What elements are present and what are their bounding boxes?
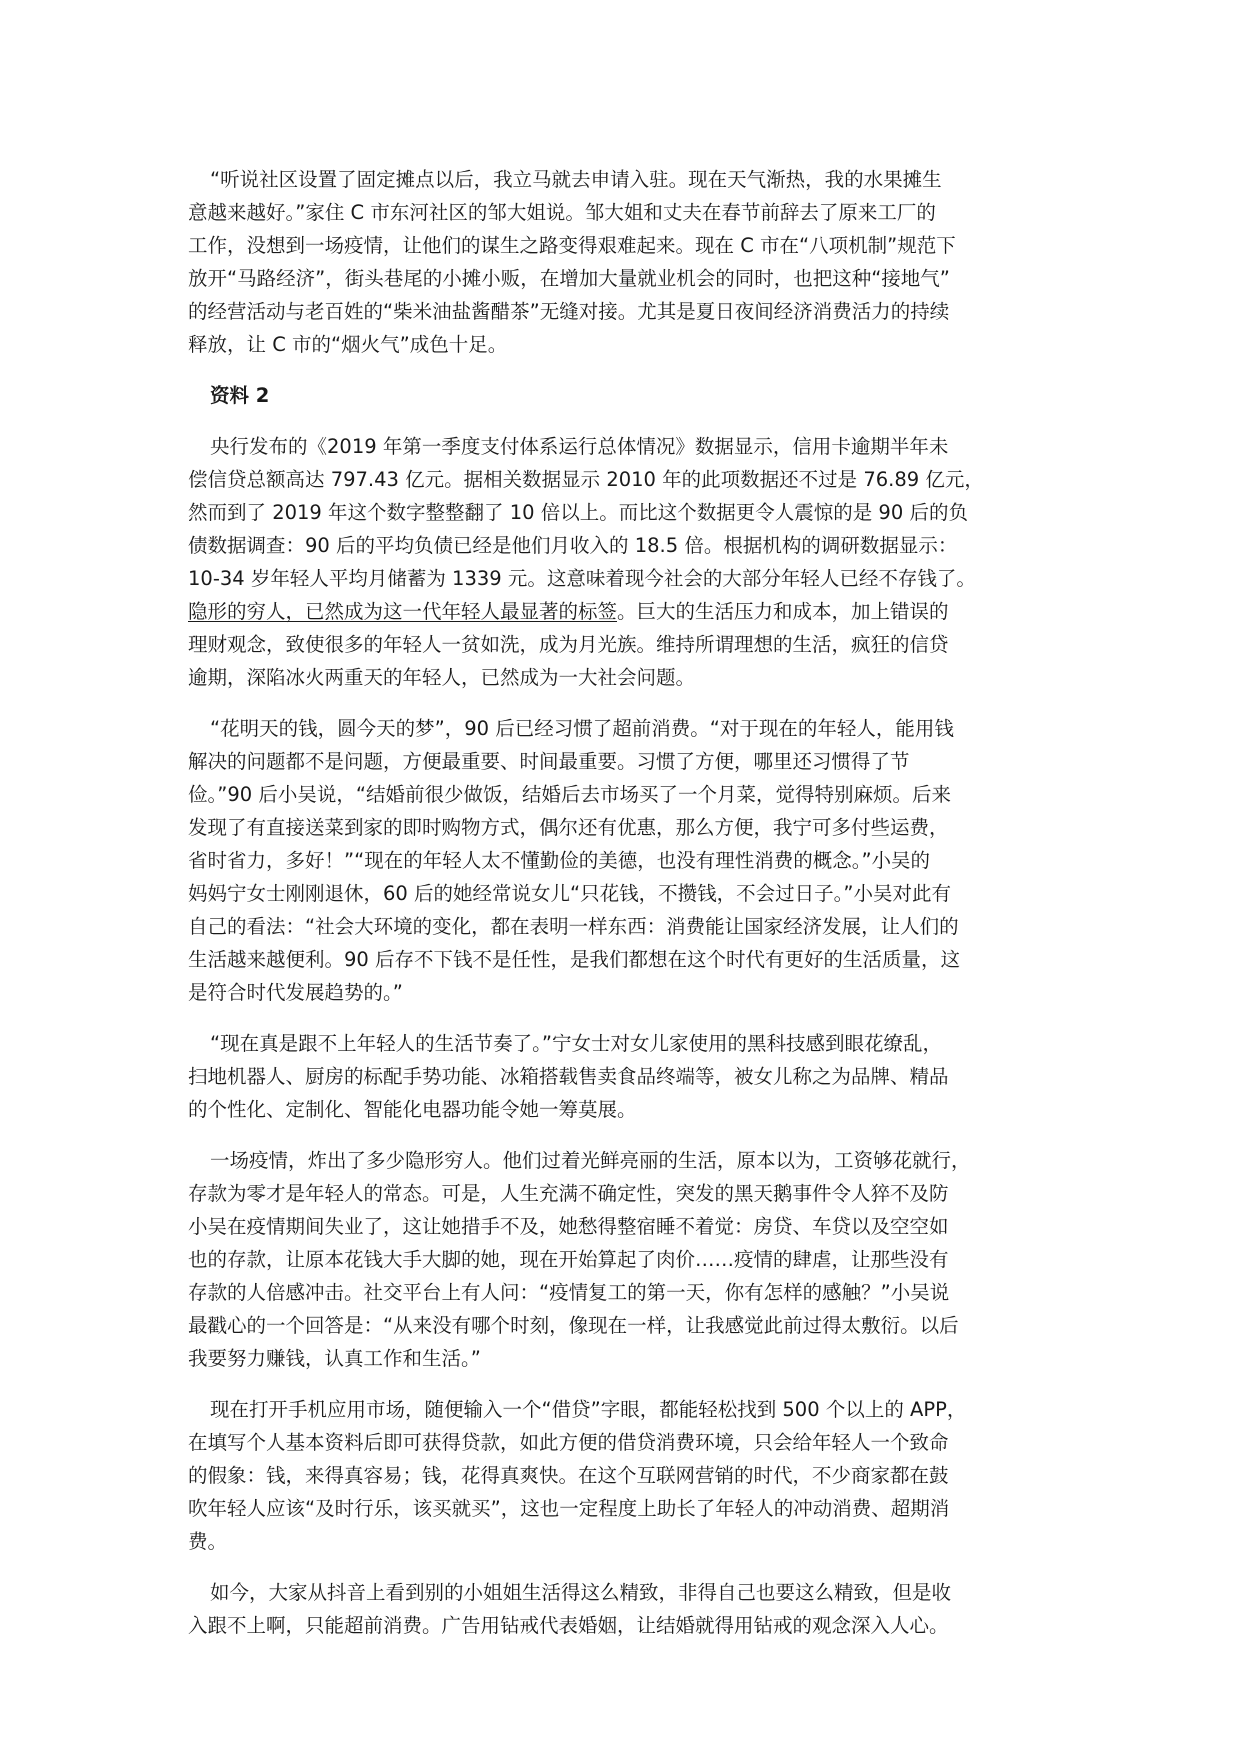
text-line: 也的存款，让原本花钱大手大脚的她，现在开始算起了肉价……疫情的肆虐，让那些没有: [188, 1248, 949, 1271]
text-line: 10-34 岁年轻人平均月储蓄为 1339 元。这意味着现今社会的大部分年轻人已经不存钱了。: [188, 567, 976, 590]
text-line: 然而到了 2019 年这个数字整整翻了 10 倍以上。而比这个数据更令人震惊的是 90 后的负: [188, 501, 968, 524]
text-line: 如今，大家从抖音上看到别的小姐姐生活得这么精致，非得自己也要这么精致，但是收: [210, 1581, 952, 1604]
text-line: 偿信贷总额高达 797.43 亿元。据相关数据显示 2010 年的此项数据还不过是 76.89 亿元，: [188, 468, 984, 491]
text-line: 省时省力，多好！”“现在的年轻人太不懂勤俭的美德，也没有理性消费的概念。”小吴的: [188, 849, 931, 872]
text-line: 俭。”90 后小吴说，“结婚前很少做饭，结婚后去市场买了一个月菜，觉得特别麻烦。后来: [188, 783, 951, 806]
text-line: 入跟不上啊，只能超前消费。广告用钻戒代表婚姻，让结婚就得用钻戒的观念深入人心。: [188, 1614, 949, 1637]
text-line: “现在真是跟不上年轻人的生活节奏了。”宁女士对女儿家使用的黑科技感到眼花缭乱，: [210, 1032, 942, 1055]
text-segment: 。巨大的生活压力和成本，加上错误的: [617, 600, 949, 623]
paragraph-5: [188, 1144, 1056, 1375]
paragraph-3: [188, 712, 1056, 1009]
paragraph-1: [188, 163, 1056, 361]
text-line: 吹年轻人应该“及时行乐，该买就买”，这也一定程度上助长了年轻人的冲动消费、超期消: [188, 1497, 950, 1520]
text-line: 生活越来越便利。90 后存不下钱不是任性，是我们都想在这个时代有更好的生活质量，这: [188, 948, 961, 971]
text-line: 小吴在疫情期间失业了，这让她措手不及，她愁得整宿睡不着觉：房贷、车贷以及空空如: [188, 1215, 949, 1238]
text-line: 一场疫情，炸出了多少隐形穷人。他们过着光鲜亮丽的生活，原本以为，工资够花就行，: [210, 1149, 971, 1172]
text-line: 最戳心的一个回答是：“从来没有哪个时刻，像现在一样，让我感觉此前过得太敷衍。以后: [188, 1314, 959, 1337]
text-line: 债数据调查：90 后的平均负债已经是他们月收入的 18.5 倍。根据机构的调研数据显示：: [188, 534, 958, 557]
text-line: 逾期，深陷冰火两重天的年轻人，已然成为一大社会问题。: [188, 666, 696, 689]
text-line: “听说社区设置了固定摊点以后，我立马就去申请入驻。现在天气渐热，我的水果摊生: [210, 168, 942, 191]
text-line: 存款的人倍感冲击。社交平台上有人问：“疫情复工的第一天，你有怎样的感触？”小吴说: [188, 1281, 950, 1304]
text-line: 放开“马路经济”，街头巷尾的小摊小贩，在增加大量就业机会的同时，也把这种“接地气”: [188, 267, 950, 290]
text-line: 解决的问题都不是问题，方便最重要、时间最重要。习惯了方便，哪里还习惯得了节: [188, 750, 910, 773]
underlined-text: 隐形的穷人，已然成为这一代年轻人最显著的标签: [188, 600, 618, 623]
text-line: 在填写个人基本资料后即可获得贷款，如此方便的借贷消费环境，只会给年轻人一个致命: [188, 1431, 949, 1454]
text-line: 妈妈宁女士刚刚退休，60 后的她经常说女儿“只花钱，不攒钱，不会过日子。”小吴对此有: [188, 882, 951, 905]
paragraph-4: [188, 1027, 1056, 1126]
text-line-mixed: [188, 595, 1056, 628]
text-line: 意越来越好。”家住 C 市东河社区的邹大姐说。邹大姐和丈夫在春节前辞去了原来工厂的: [188, 201, 936, 224]
text-line: 扫地机器人、厨房的标配手势功能、冰箱搭载售卖食品终端等，被女儿称之为品牌、精品: [188, 1065, 949, 1088]
text-line: 是符合时代发展趋势的。”: [188, 981, 403, 1004]
paragraph-2: [188, 430, 1056, 694]
text-line: 自己的看法：“社会大环境的变化，都在表明一样东西：消费能让国家经济发展，让人们的: [188, 915, 959, 938]
paragraph-7: [188, 1576, 1056, 1642]
text-line: 释放，让 C 市的“烟火气”成色十足。: [188, 333, 508, 356]
text-line: 的个性化、定制化、智能化电器功能令她一筹莫展。: [188, 1098, 637, 1121]
text-line: 现在打开手机应用市场，随便输入一个“借贷”字眼，都能轻松找到 500 个以上的 APP，: [210, 1398, 967, 1421]
text-line: “花明天的钱，圆今天的梦”，90 后已经习惯了超前消费。“对于现在的年轻人，能用钱: [210, 717, 954, 740]
text-line: 费。: [188, 1530, 228, 1553]
text-line: 存款为零才是年轻人的常态。可是，人生充满不确定性，突发的黑天鹅事件令人猝不及防: [188, 1182, 949, 1205]
text-line: 的经营活动与老百姓的“柴米油盐酱醋茶”无缝对接。尤其是夏日夜间经济消费活力的持续: [188, 300, 950, 323]
text-line: 理财观念，致使很多的年轻人一贫如洗，成为月光族。维持所谓理想的生活，疯狂的信贷: [188, 633, 949, 656]
text-line: 发现了有直接送菜到家的即时购物方式，偶尔还有优惠，那么方便，我宁可多付些运费，: [188, 816, 949, 839]
document-page: [188, 163, 1056, 1660]
text-line: 工作，没想到一场疫情，让他们的谋生之路变得艰难起来。现在 C 市在“八项机制”规范下: [188, 234, 956, 257]
paragraph-6: [188, 1393, 1056, 1558]
section-heading: 资料 2: [210, 384, 270, 407]
text-line: 的假象：钱，来得真容易；钱，花得真爽快。在这个互联网营销的时代，不少商家都在鼓: [188, 1464, 949, 1487]
text-line: 央行发布的《2019 年第一季度支付体系运行总体情况》数据显示，信用卡逾期半年未: [210, 435, 949, 458]
text-line: 我要努力赚钱，认真工作和生活。”: [188, 1347, 481, 1370]
